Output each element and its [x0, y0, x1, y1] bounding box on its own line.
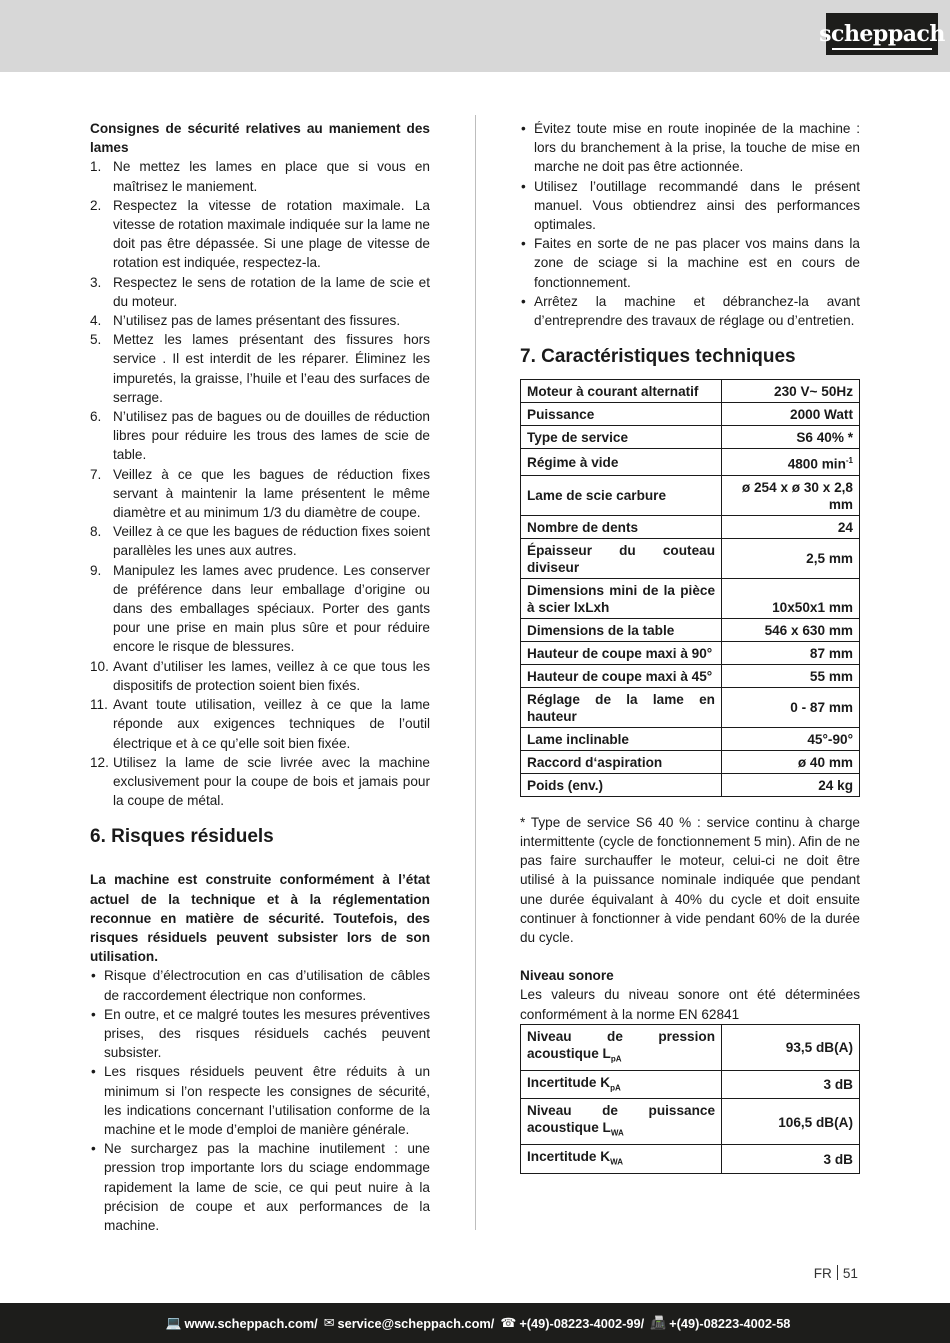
- spec-row: [521, 618, 860, 641]
- spec-value: [722, 578, 860, 618]
- noise-label: [521, 1144, 722, 1173]
- spec-value-text: 24 kg: [818, 777, 853, 793]
- column-divider: [475, 115, 476, 1230]
- footer-sep: /: [314, 1315, 318, 1331]
- spec-label: Épaisseur du couteau diviseur: [521, 538, 722, 578]
- safety-list: [90, 157, 430, 810]
- spec-label: Dimensions mini de la pièce à scier lxLxh: [521, 578, 722, 618]
- safety-item: [90, 157, 430, 195]
- noise-label-text: Incertitude K: [527, 1074, 611, 1090]
- spec-label: Réglage de la lame en hauteur: [521, 687, 722, 727]
- spec-row: [521, 380, 860, 403]
- spec-value: [722, 380, 860, 403]
- spec-row: [521, 664, 860, 687]
- spec-value-sup: -1: [845, 456, 853, 466]
- spec-label: Lame inclinable: [521, 727, 722, 750]
- spec-value-text: 4800 min: [787, 456, 846, 472]
- spec-label: Hauteur de coupe maxi à 90°: [521, 641, 722, 664]
- noise-label-sub: WA: [610, 1128, 624, 1138]
- page-num: 51: [842, 1266, 858, 1281]
- bullet-item: • Faites en sorte de ne pas placer vos mains dans la zone de sciage si la machine est en cours de fonctionnement.: [520, 234, 860, 292]
- page-number: [814, 1265, 858, 1281]
- spec-value-text: 87 mm: [809, 645, 853, 661]
- spec-label: Raccord d‘aspiration: [521, 750, 722, 773]
- spec-row: [521, 449, 860, 476]
- spec-value: [722, 618, 860, 641]
- safety-continued-list: [520, 119, 860, 330]
- item-text: Ne mettez les lames en place que si vous en maîtrisez le maniement.: [113, 159, 430, 194]
- safety-item: [90, 196, 430, 273]
- bullet-item: • Ne surchargez pas la machine inutilement : une pression trop importante lors du sciage endommage rapidement la lame de scie, ce qui peut nuire à la précision de coupe et aux performances de la machine.: [90, 1139, 430, 1235]
- spec-row: [521, 641, 860, 664]
- safety-item: [90, 273, 430, 311]
- spec-value-text: 0 - 87 mm: [790, 700, 853, 716]
- item-text: Mettez les lames présentant des fissures hors service . Il est interdit de les réparer. Éliminez les impuretés, la graisse, l’huile et l’eau des surfaces de serrage.: [113, 332, 430, 405]
- item-number: 3.: [90, 274, 102, 290]
- noise-heading: Niveau sonore: [520, 968, 614, 984]
- safety-item: [90, 695, 430, 753]
- fax-icon: 📠: [650, 1315, 667, 1330]
- spec-row: [521, 475, 860, 515]
- noise-intro: Les valeurs du niveau sonore ont été déterminées conformément à la norme EN 62841: [520, 987, 860, 1022]
- item-number: 12.: [90, 754, 109, 770]
- spec-value-text: 2000 Watt: [790, 407, 853, 423]
- spec-label: Puissance: [521, 403, 722, 426]
- spec-row: [521, 687, 860, 727]
- risks-intro: La machine est construite conformément à l’état actuel de la technique et à la réglementation reconnue en matière de sécurité. Toutefois, des risques résiduels peuvent subsister lors de son utilisation.: [90, 872, 430, 965]
- spec-label: Nombre de dents: [521, 515, 722, 538]
- noise-row: [521, 1070, 860, 1099]
- spec-value-text: S6 40% *: [796, 430, 853, 446]
- noise-label: [521, 1024, 722, 1070]
- phone-icon: ☎: [500, 1315, 517, 1330]
- noise-label-sub: WA: [610, 1157, 623, 1167]
- spec-label: Lame de scie carbure: [521, 475, 722, 515]
- tech-specs-table: [520, 379, 860, 797]
- risks-list: [90, 966, 430, 1235]
- bullet-item: • Les risques résiduels peuvent être réduits à un minimum si l’on respecte les consignes de sécurité, les indications concernant l’utilisation conforme de la machine et le mode d’emploi de manière générale.: [90, 1062, 430, 1139]
- page-lang: FR: [813, 1266, 832, 1281]
- noise-label-sub: pA: [610, 1054, 622, 1064]
- spec-value: [722, 641, 860, 664]
- bullet-item: • Arrêtez la machine et débranchez-la avant d’entreprendre des travaux de réglage ou d’entretien.: [520, 292, 860, 330]
- item-text: Veillez à ce que les bagues de réduction fixes servant à maintenir la lame présentent le même diamètre et au minimum 1/3 du diamètre de coupe.: [113, 466, 430, 521]
- spec-label: Poids (env.): [521, 773, 722, 796]
- spec-value-text: 10x50x1 mm: [772, 599, 853, 615]
- noise-label: [521, 1099, 722, 1145]
- spec-value-text: ø 40 mm: [797, 754, 853, 770]
- footer-web[interactable]: www.scheppach.com: [184, 1315, 315, 1331]
- footer-sep: /: [490, 1315, 495, 1331]
- footer-mail[interactable]: service@scheppach.com: [337, 1315, 491, 1331]
- item-text: Respectez le sens de rotation de la lame de scie et du moteur.: [113, 274, 430, 309]
- spec-row: [521, 750, 860, 773]
- item-text: Respectez la vitesse de rotation maximale. La vitesse de rotation maximale indiquée sur la lame ne doit pas être dépassée. Si une plage de vitesse de rotation est indiquée, respectez-la.: [113, 197, 430, 271]
- spec-value: [722, 664, 860, 687]
- item-number: 9.: [90, 562, 102, 578]
- safety-item: [90, 311, 430, 330]
- spec-value: [722, 773, 860, 796]
- noise-row: [521, 1099, 860, 1145]
- spec-row: [521, 773, 860, 796]
- right-column: [520, 119, 860, 1174]
- noise-label-text: Niveau de puissance acoustique L: [527, 1103, 715, 1136]
- spec-label: Moteur à courant alternatif: [521, 380, 722, 403]
- bullet-item: • Risque d’électrocution en cas d’utilisation de câbles de raccordement électrique non conformes.: [90, 966, 430, 1004]
- section-7-heading: 7. Caractéristiques techniques: [520, 346, 796, 368]
- spec-value: [722, 515, 860, 538]
- safety-item: [90, 465, 430, 523]
- safety-item: [90, 657, 430, 695]
- item-number: 8.: [90, 524, 102, 540]
- noise-label-sub: pA: [610, 1083, 621, 1093]
- spec-row: [521, 578, 860, 618]
- noise-row: [521, 1144, 860, 1173]
- spec-row: [521, 403, 860, 426]
- item-text: Utilisez la lame de scie livrée avec la machine exclusivement pour la coupe de bois et jamais pour la coupe de métal.: [113, 754, 430, 809]
- noise-table: [520, 1024, 860, 1174]
- computer-icon: 💻: [165, 1315, 182, 1330]
- safety-heading: Consignes de sécurité relatives au maniement des lames: [90, 121, 430, 156]
- spec-value: [722, 687, 860, 727]
- footer-bar: [0, 1303, 950, 1343]
- section-6-heading: 6. Risques résiduels: [90, 826, 274, 848]
- item-number: 7.: [90, 466, 102, 482]
- spec-value-text: 230 V~ 50Hz: [774, 384, 853, 400]
- safety-item: [90, 330, 430, 407]
- service-note: * Type de service S6 40 % : service continu à charge intermittente (cycle de fonctionnement 5 min). Afin de ne pas faire surchauffer le moteur, celui-ci ne doit être utilisé à la puissance nominale indiquée que pendant une durée équivalant à 40% du cycle et doit ensuite continuer à fonctionner à vide pendant 60% de la durée du cycle.: [520, 814, 860, 945]
- spec-label: Dimensions de la table: [521, 618, 722, 641]
- spec-value: [722, 426, 860, 449]
- item-text: Manipulez les lames avec prudence. Les conserver de préférence dans leur emballage d’origine ou dans des emballages spéciaux. Porter des gants pour une prise en main plus sûre et pour réduire encore le risque de blessures.: [113, 562, 430, 655]
- spec-label: Hauteur de coupe maxi à 45°: [521, 664, 722, 687]
- footer-fax: +(49)-08223-4002-58: [669, 1315, 791, 1331]
- spec-value: [722, 475, 860, 515]
- item-number: 2.: [90, 197, 102, 213]
- noise-label: [521, 1070, 722, 1099]
- spec-value-text: 546 x 630 mm: [764, 622, 853, 638]
- spec-row: [521, 727, 860, 750]
- logo-underline: [832, 48, 932, 50]
- spec-value: [722, 403, 860, 426]
- spec-label: Régime à vide: [521, 449, 722, 476]
- noise-value: 3 dB: [722, 1070, 860, 1099]
- item-number: 10.: [90, 658, 109, 674]
- item-number: 5.: [90, 332, 102, 348]
- bullet-item: • En outre, et ce malgré toutes les mesures préventives prises, des risques résiduels cachés peuvent subsister.: [90, 1005, 430, 1063]
- spec-value: [722, 449, 860, 476]
- spec-value-text: 55 mm: [809, 668, 853, 684]
- noise-value: 3 dB: [722, 1144, 860, 1173]
- noise-value: 93,5 dB(A): [722, 1024, 860, 1070]
- safety-item: [90, 753, 430, 811]
- item-number: 4.: [90, 313, 102, 329]
- noise-label-text: Incertitude K: [527, 1148, 611, 1164]
- bullet-item: • Évitez toute mise en route inopinée de la machine : lors du branchement à la prise, la touche de mise en marche ne doit pas être actionnée.: [520, 119, 860, 177]
- safety-item: [90, 522, 430, 560]
- left-column: [90, 119, 430, 1235]
- spec-row: [521, 538, 860, 578]
- item-text: N’utilisez pas de lames présentant des fissures.: [113, 313, 401, 329]
- spec-value-text: 24: [837, 519, 853, 535]
- item-text: N’utilisez pas de bagues ou de douilles de réduction libres pour réduire les trous des lames de scie de table.: [113, 409, 430, 463]
- item-text: Avant d’utiliser les lames, veillez à ce que tous les dispositifs de protection soient bien fixés.: [113, 658, 430, 693]
- header-bar: [0, 0, 950, 72]
- item-text: Avant toute utilisation, veillez à ce que la lame réponde aux exigences techniques de l’outil électrique et à ce qu’elle soit bien fixée.: [113, 697, 430, 751]
- page-number-separator: [837, 1265, 838, 1280]
- noise-row: [521, 1024, 860, 1070]
- footer-sep: /: [640, 1315, 645, 1331]
- footer-phone: +(49)-08223-4002-99: [519, 1315, 641, 1331]
- noise-value: 106,5 dB(A): [722, 1099, 860, 1145]
- brand-logo: scheppach: [826, 13, 938, 55]
- mail-icon: ✉: [323, 1315, 335, 1330]
- item-text: Veillez à ce que les bagues de réduction fixes soient parallèles les unes aux autres.: [113, 524, 430, 559]
- spec-value: [722, 727, 860, 750]
- item-number: 6.: [90, 409, 102, 425]
- spec-value-text: 2,5 mm: [806, 551, 853, 567]
- item-number: 1.: [90, 159, 102, 175]
- spec-row: [521, 515, 860, 538]
- spec-label: Type de service: [521, 426, 722, 449]
- spec-value-text: 45°-90°: [807, 731, 853, 747]
- spec-row: [521, 426, 860, 449]
- spec-value-text: ø 254 x ø 30 x 2,8 mm: [741, 479, 853, 512]
- safety-item: [90, 407, 430, 465]
- spec-value: [722, 538, 860, 578]
- spec-value: [722, 750, 860, 773]
- safety-item: [90, 561, 430, 657]
- item-number: 11.: [90, 697, 108, 713]
- bullet-item: • Utilisez l’outillage recommandé dans le présent manuel. Vous obtiendrez ainsi des performances optimales.: [520, 177, 860, 235]
- noise-label-text: Niveau de pression acoustique L: [527, 1028, 715, 1061]
